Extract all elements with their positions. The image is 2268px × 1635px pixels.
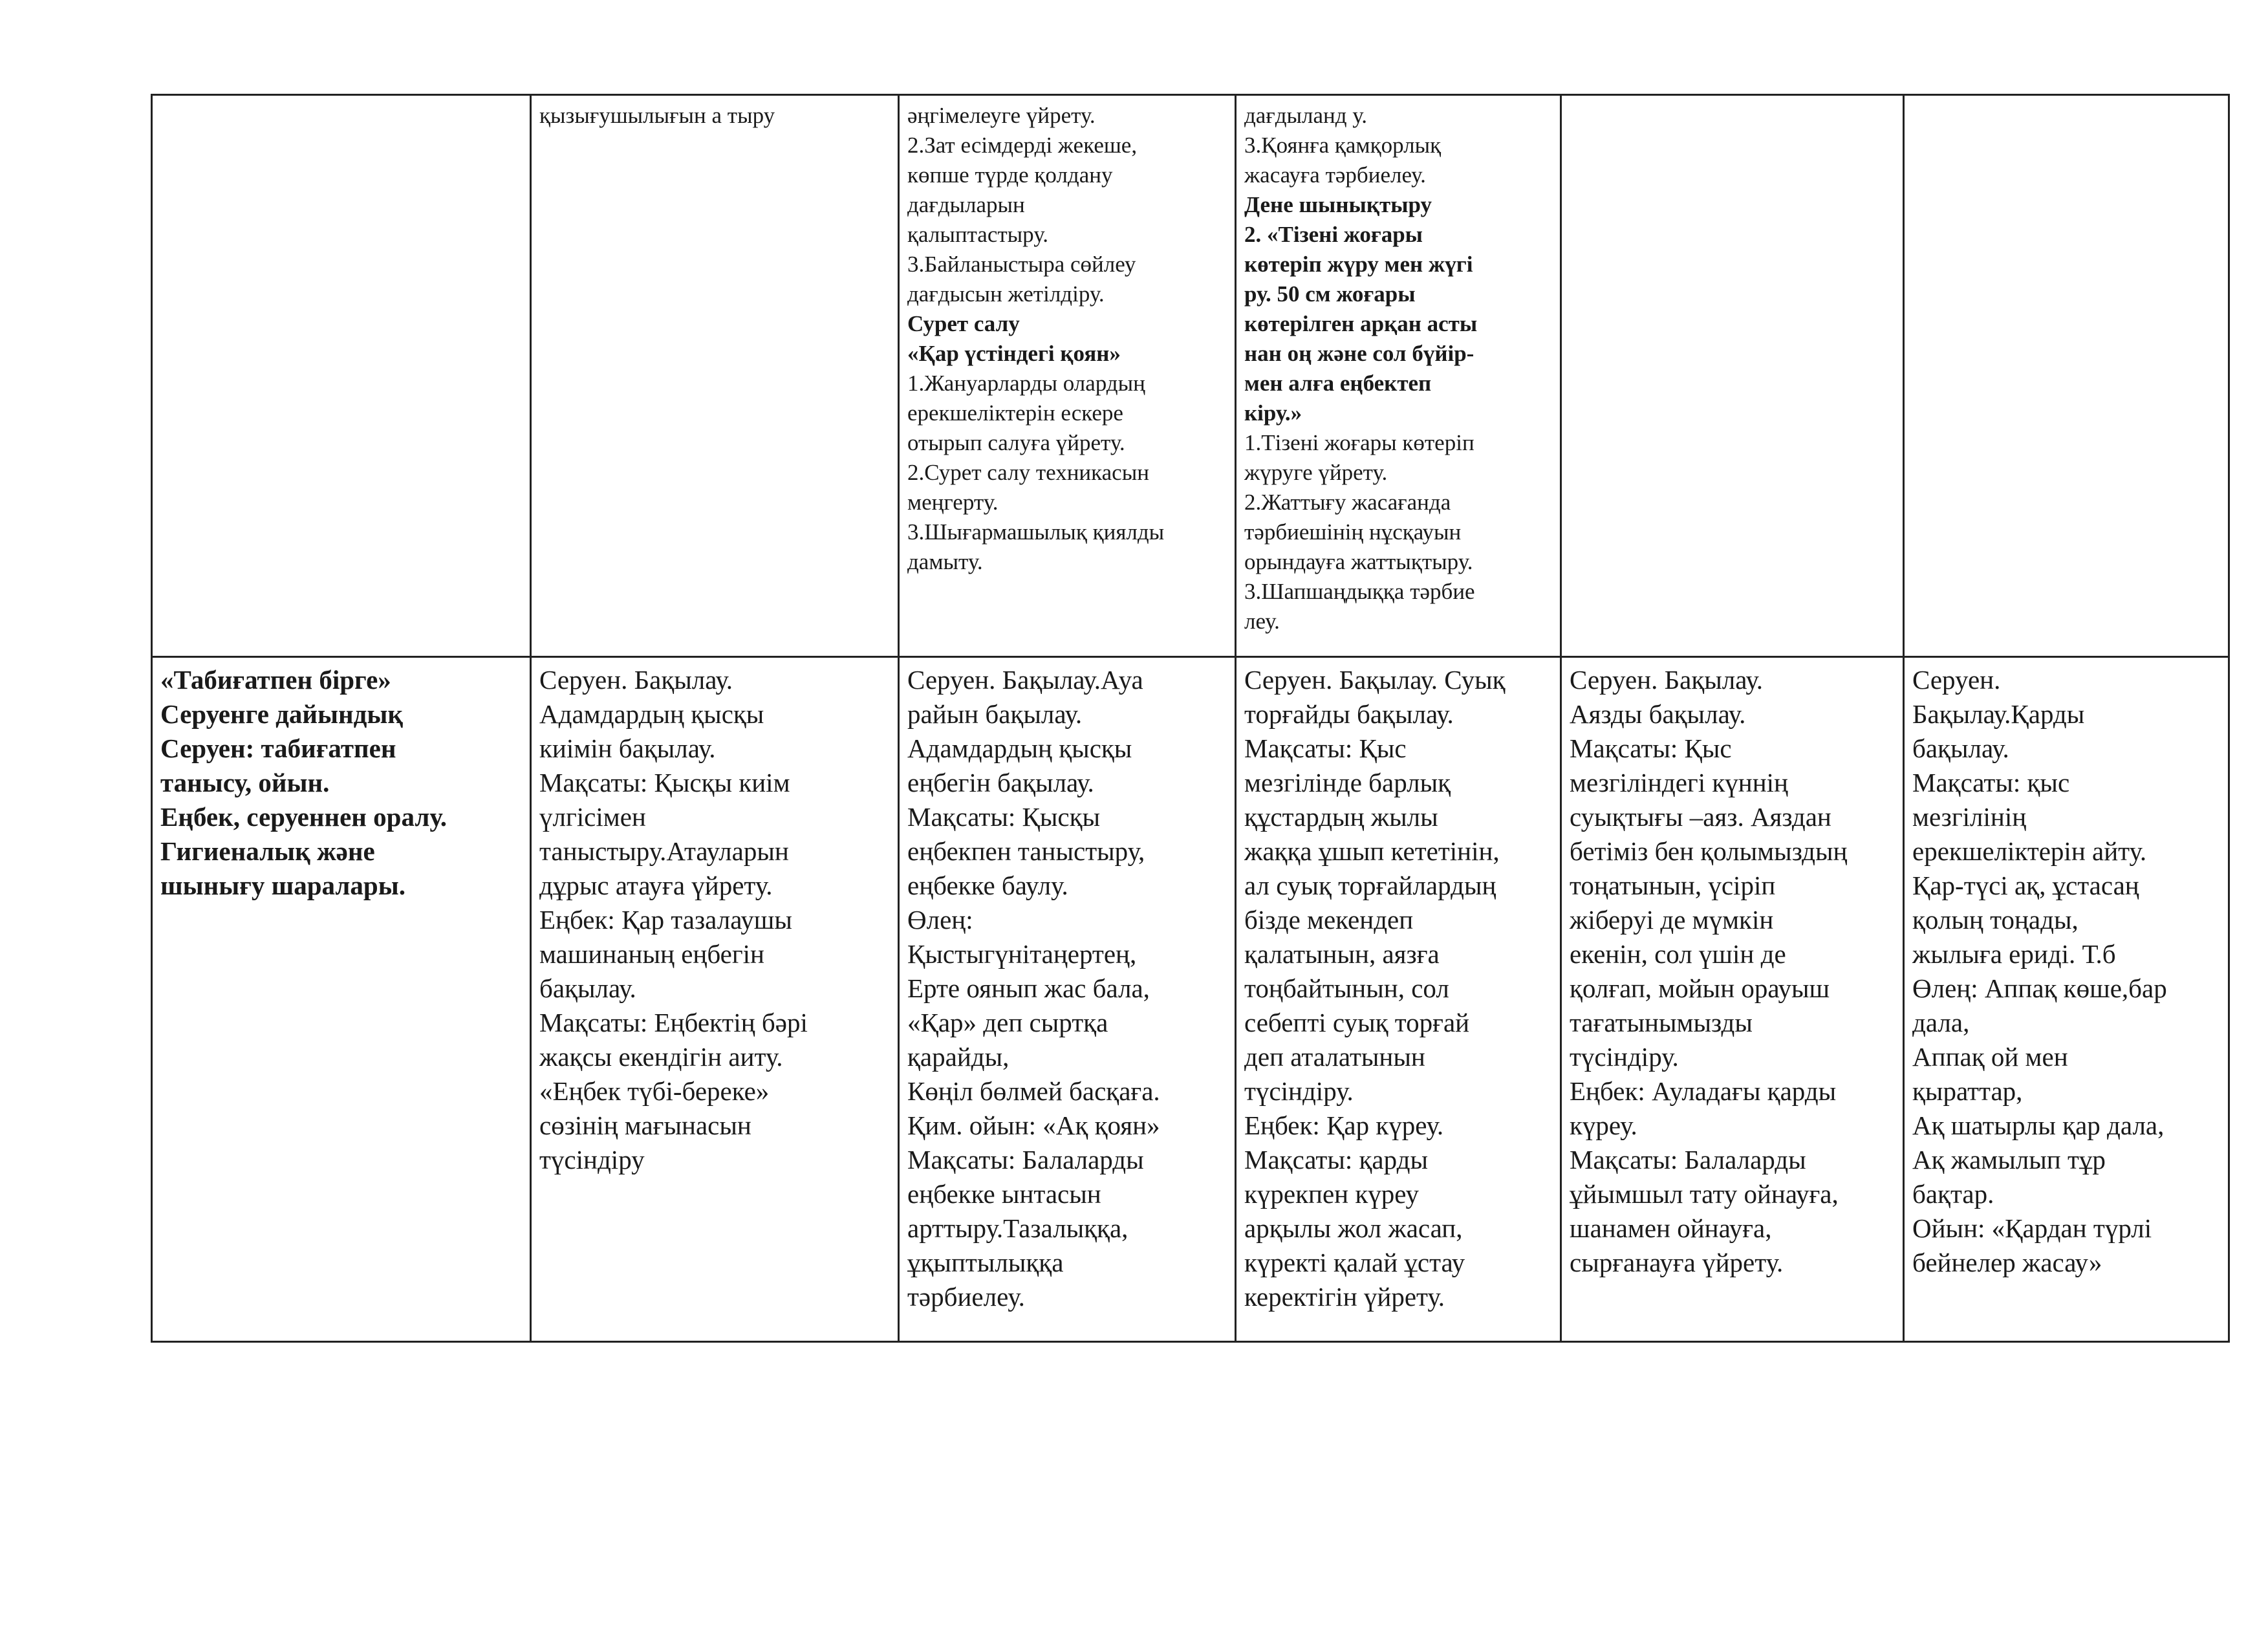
cell-text-line: 2. «Тізені жоғары	[1244, 222, 1423, 247]
cell-text-line: бейнелер жасау»	[1912, 1248, 2102, 1277]
cell-text-line: 3.Шапшаңдыққа тәрбие	[1244, 579, 1475, 604]
cell-text-line: орындауға жаттықтыру.	[1244, 549, 1473, 574]
cell-text-line: қалыптастыру.	[907, 222, 1048, 247]
cell-text-line: кіру.»	[1244, 400, 1302, 426]
cell-text-line: Мақсаты: Балаларды	[1570, 1145, 1806, 1175]
cell-text-line: райын бақылау.	[907, 699, 1083, 729]
cell-text-line: ұқыптылыққа	[907, 1248, 1064, 1277]
cell-text-line: Серуен. Бақылау.	[539, 665, 733, 695]
cell-text-line: Адамдардың қысқы	[907, 733, 1132, 763]
cell-text-line: күрекпен күреу	[1244, 1179, 1419, 1209]
cell-text-line: ұйымшыл тату ойнауға,	[1570, 1179, 1839, 1209]
cell-text-line: 1.Жануарларды олардың	[907, 371, 1145, 396]
cell-text-line: қыраттар,	[1912, 1076, 2023, 1106]
cell-text-line: сырғанауға үйрету.	[1570, 1248, 1784, 1277]
cell-text-line: Еңбек: Ауладағы қарды	[1570, 1076, 1837, 1106]
cell-text-line: керектігін үйрету.	[1244, 1282, 1445, 1312]
cell-text-line: күректі қалай ұстау	[1244, 1248, 1465, 1277]
table-row	[152, 95, 2229, 657]
table-cell	[899, 95, 1236, 657]
cell-text-line: дағдыларын	[907, 192, 1025, 217]
cell-text-line: Еңбек, серуеннен оралу.	[160, 802, 447, 832]
cell-text-line: Қар-түсі ақ, ұстасаң	[1912, 871, 2139, 900]
cell-text-line: «Табиғатпен бірге»	[160, 665, 391, 695]
cell-text-line: еңбегін бақылау.	[907, 768, 1094, 797]
cell-text-line: Өлең:	[907, 905, 973, 935]
cell-text-line: қалатынын, аязға	[1244, 939, 1440, 969]
cell-text-line: жіберуі де мүмкін	[1570, 905, 1774, 935]
cell-text-line: дағдыланд у.	[1244, 103, 1368, 128]
cell-text-line: көтеріп жүру мен жүгі	[1244, 252, 1473, 277]
cell-text-line: көтерілген арқан асты	[1244, 311, 1478, 336]
cell-text-line: мезгілінің	[1912, 802, 2027, 832]
cell-text-line: екенін, сол үшін де	[1570, 939, 1786, 969]
table-cell	[899, 657, 1236, 1342]
cell-text-line: қолың тоңады,	[1912, 905, 2079, 935]
cell-text-line: 3.Қоянға қамқорлық	[1244, 133, 1442, 158]
cell-text-line: «Қар үстіндегі қоян»	[907, 341, 1121, 366]
cell-text-line: торғайды бақылау.	[1244, 699, 1454, 729]
cell-text-line: 2.Жаттығу жасағанда	[1244, 490, 1451, 515]
cell-text-line: Мақсаты: Балаларды	[907, 1145, 1144, 1175]
table-cell	[531, 657, 899, 1342]
cell-text-line: қарайды,	[907, 1042, 1010, 1072]
cell-text-line: суықтығы –аяз. Аяздан	[1570, 802, 1831, 832]
cell-text-line: Еңбек: Қар күреу.	[1244, 1110, 1444, 1140]
cell-text-line: Гигиеналық және	[160, 836, 375, 866]
cell-text-line: қолғап, мойын орауыш	[1570, 973, 1830, 1003]
cell-text-line: бақылау.	[539, 973, 636, 1003]
cell-text-line: әңгімелеуге үйрету.	[907, 103, 1096, 128]
cell-text-line: дағдысын жетілдіру.	[907, 281, 1105, 307]
cell-text-line: Аязды бақылау.	[1570, 699, 1746, 729]
cell-text-line: «Қар» деп сыртқа	[907, 1008, 1108, 1037]
cell-text-line: бізде мекендеп	[1244, 905, 1414, 935]
cell-text-line: 1.Тізені жоғары көтеріп	[1244, 430, 1474, 455]
table-cell	[1904, 95, 2229, 657]
cell-text-line: Мақсаты: Қыс	[1570, 733, 1732, 763]
cell-text-line: «Еңбек түбі-береке»	[539, 1076, 770, 1106]
cell-text-line: арттыру.Тазалыққа,	[907, 1213, 1129, 1243]
table-cell	[1236, 657, 1561, 1342]
cell-text-line: бақылау.	[1912, 733, 2009, 763]
cell-text-line: шынығу шаралары.	[160, 871, 405, 900]
cell-text-line: Серуенге дайындық	[160, 699, 404, 729]
cell-text-line: үлгісімен	[539, 802, 646, 832]
table-cell	[1561, 657, 1904, 1342]
cell-text-line: меңгерту.	[907, 490, 999, 515]
cell-text-line: тағатынымызды	[1570, 1008, 1753, 1037]
cell-text-line: қызығушылығын а тыру	[539, 103, 775, 128]
cell-text-line: Бақылау.Қарды	[1912, 699, 2085, 729]
table-cell	[152, 657, 531, 1342]
cell-text-line: ал суық торғайлардың	[1244, 871, 1496, 900]
cell-text-line: Көңіл бөлмей басқаға.	[907, 1076, 1160, 1106]
cell-text-line: күреу.	[1570, 1110, 1637, 1140]
cell-text-line: түсіндіру.	[1244, 1076, 1354, 1106]
cell-text-line: тоңатынын, үсіріп	[1570, 871, 1776, 900]
cell-text-line: отырып салуға үйрету.	[907, 430, 1125, 455]
cell-text-line: еңбекке ынтасын	[907, 1179, 1101, 1209]
cell-text-line: мезгілінде барлық	[1244, 768, 1451, 797]
cell-text-line: мезгіліндегі күннің	[1570, 768, 1788, 797]
cell-text-line: тәрбиешінің нұсқауын	[1244, 519, 1462, 545]
plan-table	[151, 94, 2230, 1343]
cell-text-line: бақтар.	[1912, 1179, 1994, 1209]
cell-text-line: Ақ шатырлы қар дала,	[1912, 1110, 2165, 1140]
cell-text-line: Дене шынықтыру	[1244, 192, 1432, 217]
cell-text-line: тәрбиелеу.	[907, 1282, 1025, 1312]
cell-text-line: леу.	[1244, 609, 1280, 634]
cell-text-line: жүруге үйрету.	[1244, 460, 1388, 485]
cell-text-line: Серуен.	[1912, 665, 2001, 695]
cell-text-line: Мақсаты: қыс	[1912, 768, 2070, 797]
cell-text-line: Мақсаты: Қыс	[1244, 733, 1407, 763]
cell-text-line: Қыстыгүнітаңертең,	[907, 939, 1137, 969]
cell-text-line: себепті суық торғай	[1244, 1008, 1470, 1037]
table-cell	[1561, 95, 1904, 657]
cell-text-line: 2.Сурет салу техникасын	[907, 460, 1149, 485]
cell-text-line: 2.Зат есімдерді жекеше,	[907, 133, 1138, 158]
cell-text-line: жылыға ериді. Т.б	[1912, 939, 2116, 969]
cell-text-line: дала,	[1912, 1008, 1970, 1037]
cell-text-line: арқылы жол жасап,	[1244, 1213, 1463, 1243]
cell-text-line: 3.Байланыстыра сөйлеу	[907, 252, 1136, 277]
cell-text-line: Еңбек: Қар тазалаушы	[539, 905, 792, 935]
cell-text-line: дұрыс атауға үйрету.	[539, 871, 773, 900]
cell-text-line: Серуен: табиғатпен	[160, 733, 396, 763]
cell-text-line: Адамдардың қысқы	[539, 699, 764, 729]
cell-text-line: жаққа ұшып кететінін,	[1244, 836, 1500, 866]
cell-text-line: Мақсаты: Қысқы	[907, 802, 1101, 832]
cell-text-line: Ерте оянып жас бала,	[907, 973, 1150, 1003]
cell-text-line: бетіміз бен қолымыздың	[1570, 836, 1848, 866]
cell-text-line: таныстыру.Атауларын	[539, 836, 789, 866]
table-cell	[1904, 657, 2229, 1342]
cell-text-line: шанамен ойнауға,	[1570, 1213, 1772, 1243]
cell-text-line: Қим. ойын: «Ақ қоян»	[907, 1110, 1160, 1140]
cell-text-line: Өлең: Аппақ көше,бар	[1912, 973, 2167, 1003]
cell-text-line: 3.Шығармашылық қиялды	[907, 519, 1165, 545]
cell-text-line: Ақ жамылып тұр	[1912, 1145, 2106, 1175]
cell-text-line: еңбекке баулу.	[907, 871, 1068, 900]
cell-text-line: Серуен. Бақылау. Суық	[1244, 665, 1506, 695]
cell-text-line: тоңбайтынын, сол	[1244, 973, 1449, 1003]
cell-text-line: сөзінің мағынасын	[539, 1110, 751, 1140]
cell-text-line: танысу, ойын.	[160, 768, 330, 797]
cell-text-line: Серуен. Бақылау.	[1570, 665, 1764, 695]
cell-text-line: жақсы екендігін аиту.	[539, 1042, 783, 1072]
cell-text-line: Серуен. Бақылау.Ауа	[907, 665, 1143, 695]
cell-text-line: көпше түрде қолдану	[907, 162, 1113, 188]
cell-text-line: ру. 50 см жоғары	[1244, 281, 1416, 307]
table-cell	[1236, 95, 1561, 657]
cell-text-line: түсіндіру.	[1570, 1042, 1679, 1072]
cell-text-line: еңбекпен таныстыру,	[907, 836, 1145, 866]
cell-text-line: нан оң және сол бүйір-	[1244, 341, 1474, 366]
table-row	[152, 657, 2229, 1342]
cell-text-line: Ойын: «Қардан түрлі	[1912, 1213, 2152, 1243]
cell-text-line: деп аталатынын	[1244, 1042, 1425, 1072]
cell-text-line: жасауға тәрбиелеу.	[1244, 162, 1426, 188]
cell-text-line: түсіндіру	[539, 1145, 645, 1175]
table-cell	[531, 95, 899, 657]
table-cell	[152, 95, 531, 657]
cell-text-line: құстардың жылы	[1244, 802, 1438, 832]
cell-text-line: Мақсаты: Еңбектің бәрі	[539, 1008, 808, 1037]
cell-text-line: ерекшеліктерін айту.	[1912, 836, 2147, 866]
cell-text-line: Мақсаты: қарды	[1244, 1145, 1428, 1175]
cell-text-line: дамыту.	[907, 549, 983, 574]
cell-text-line: Аппақ ой мен	[1912, 1042, 2068, 1072]
cell-text-line: мен алға еңбектеп	[1244, 371, 1432, 396]
cell-text-line: Мақсаты: Қысқы киім	[539, 768, 790, 797]
cell-text-line: Сурет салу	[907, 311, 1020, 336]
cell-text-line: ерекшеліктерін ескере	[907, 400, 1123, 426]
cell-text-line: киімін бақылау.	[539, 733, 716, 763]
cell-text-line: машинаның еңбегін	[539, 939, 764, 969]
